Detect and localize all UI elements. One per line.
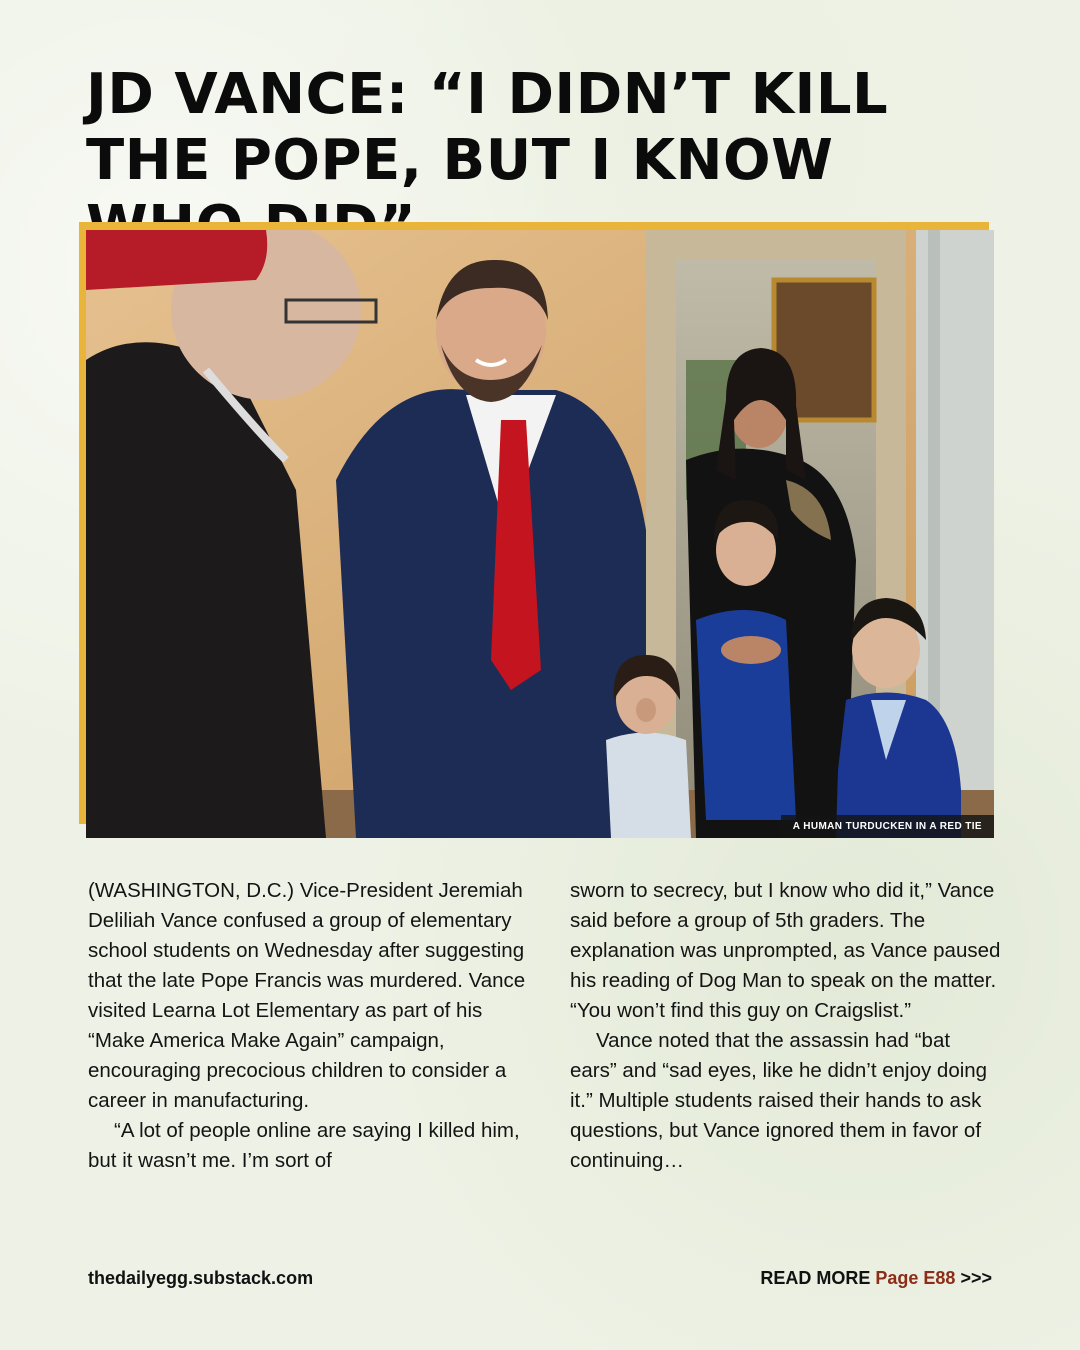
read-more-label: READ MORE: [760, 1268, 871, 1288]
article-column-right: [570, 876, 1002, 1176]
article-paragraph: (WASHINGTON, D.C.) Vice-President Jeremiah Deliliah Vance confused a group of elementary school students on Wednesday after suggesting that the late Pope Francis was murdered. Vance visited Learna Lot Elementary as part of his “Make America Make Again” campaign, encouraging precocious children to consider a career in manufacturing.: [88, 879, 526, 1112]
article-paragraph: “A lot of people online are saying I killed him, but it wasn’t me. I’m sort of: [88, 1119, 520, 1172]
arrows-icon: >>>: [960, 1268, 992, 1288]
article-paragraph: Vance noted that the assassin had “bat ears” and “sad eyes, like he didn’t enjoy doing it.” Multiple students raised their hands to ask questions, but Vance ignored them in favor of continuing…: [570, 1029, 988, 1172]
read-more-link[interactable]: [760, 1268, 992, 1289]
headline: JD VANCE: “I DIDN’T KILL THE POPE, BUT I KNOW: [86, 62, 889, 193]
photo-illustration: [86, 230, 994, 838]
site-url-link[interactable]: thedailyegg.substack.com: [88, 1268, 314, 1288]
article-paragraph: sworn to secrecy, but I know who did it,” Vance said before a group of 5th graders. The explanation was unprompted, as Vance paused his reading of Dog Man to speak on the matter. “You won’t find this guy on Craigslist.”: [570, 879, 1001, 1022]
page-reference: Page E88: [875, 1268, 956, 1288]
article-column-left: [88, 876, 533, 1176]
photo-caption: A HUMAN TURDUCKEN IN A RED TIE: [781, 815, 994, 838]
article-photo: [86, 230, 994, 838]
